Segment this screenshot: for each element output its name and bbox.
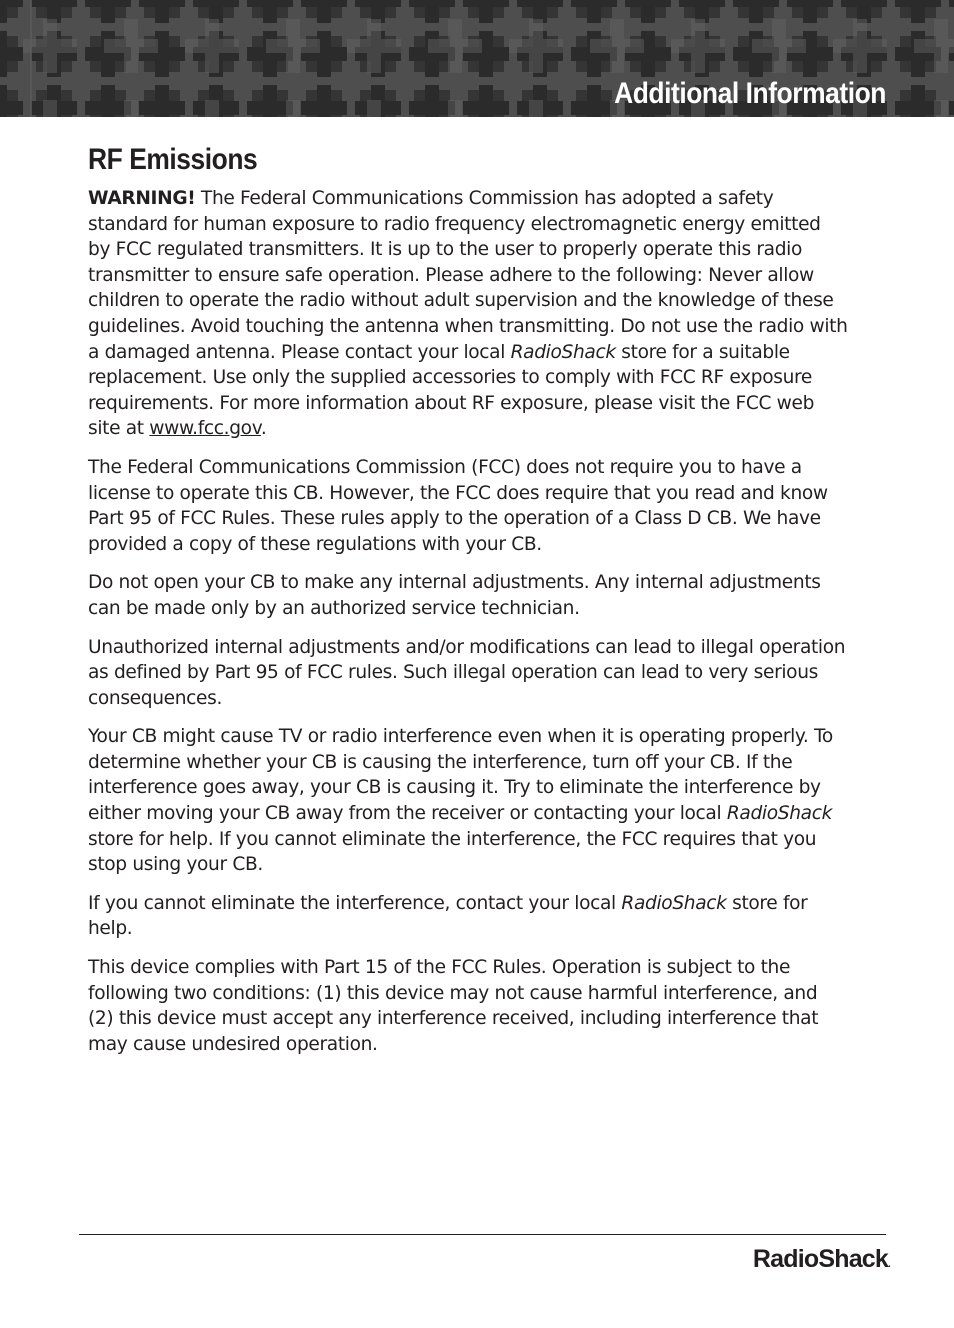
paragraph-text: store for help. If you cannot eliminate the interference, the FCC requires that you stop using your CB.	[88, 828, 817, 876]
main-content	[88, 140, 848, 1070]
paragraph-text: store for a suitable replacement. Use only the supplied accessories to comply with FCC RF exposure requirements. For more information about RF exposure, please visit the FCC web site at	[88, 341, 815, 440]
section-title: RF Emissions	[88, 143, 258, 176]
paragraph-warning	[88, 186, 848, 442]
paragraph-contact-store	[88, 891, 848, 942]
paragraph-internal-adjustments: Do not open your CB to make any internal adjustments. Any internal adjustments can be made only by an authorized service technician.	[88, 572, 821, 619]
paragraph-unauthorized-modifications: Unauthorized internal adjustments and/or modifications can lead to illegal operation as defined by Part 95 of FCC rules. Such illegal operation can lead to very serious consequences.	[88, 636, 846, 709]
paragraph-text: The Federal Communications Commission has adopted a safety standard for human exposure to radio frequency electromagnetic energy emitted by FCC regulated transmitters. It is up to the user to properly operate this radio transmitter to ensure safe operation. Please adhere to the following: Never allow children to operate the radio without adult supervision and the knowledge of these guidelines. Avoid touching the antenna when transmitting. Do not use the radio with a damaged antenna. Please contact your local	[88, 188, 848, 363]
paragraph-interference	[88, 724, 848, 878]
paragraph-text: store for help.	[88, 892, 808, 940]
paragraph-text: Your CB might cause TV or radio interference even when it is operating properly. To determine whether your CB is causing the interference, turn off your CB. If the interference goes away, your CB is causing it. Try to eliminate the interference by either moving your CB away from the receiver or contacting your local	[88, 726, 833, 825]
warning-label: WARNING!	[88, 188, 196, 209]
header-title: Additional Information	[614, 77, 886, 110]
logo-text: RadioShack	[752, 1245, 889, 1273]
header-band	[0, 0, 954, 117]
paragraph-part15-compliance: This device complies with Part 15 of the FCC Rules. Operation is subject to the following two conditions: (1) this device may not cause harmful interference, and (2) this device must accept any interference received, including interference that may cause undesired operation.	[88, 957, 819, 1055]
paragraph-text: .	[260, 418, 267, 440]
paragraph-license: The Federal Communications Commission (FCC) does not require you to have a license to operate this CB. However, the FCC does require that you read and know Part 95 of FCC Rules. These rules apply to the operation of a Class D CB. We have provided a copy of these regulations with your CB.	[88, 456, 828, 555]
brand-name: RadioShack	[621, 892, 727, 914]
radioshack-logo	[753, 1243, 890, 1281]
brand-name: RadioShack	[510, 341, 616, 363]
logo-mark: .	[888, 1259, 890, 1270]
fcc-website-link[interactable]: www.fcc.gov	[149, 418, 261, 440]
brand-name: RadioShack	[726, 803, 832, 825]
footer-divider	[79, 1234, 886, 1235]
paragraph-text: If you cannot eliminate the interference, contact your local	[88, 892, 622, 914]
